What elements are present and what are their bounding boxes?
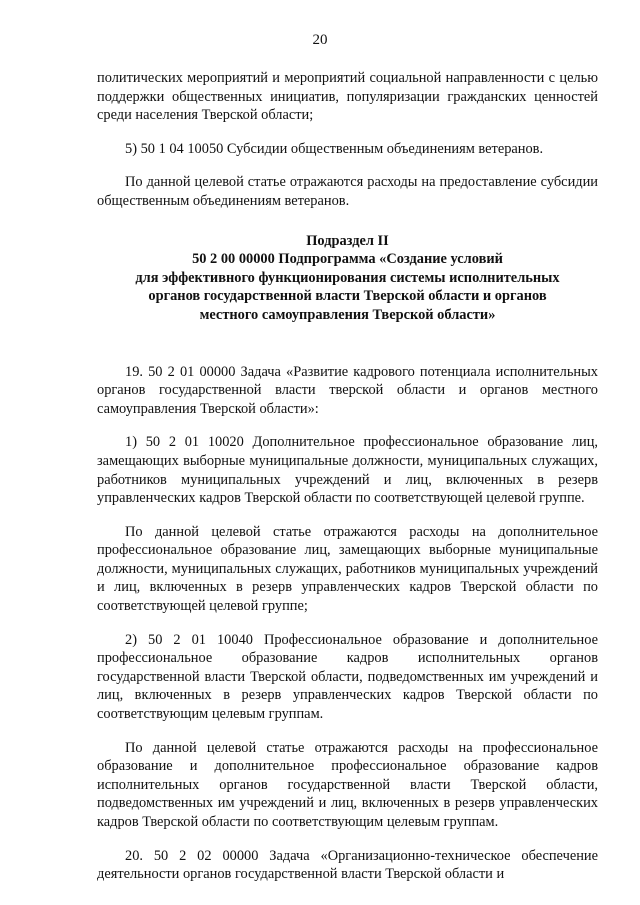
paragraph-continuation: политических мероприятий и мероприятий социальной направленности с целью поддержки общественных инициатив, популяризации гражданских ценностей среди населения Тверской области; — [97, 70, 598, 124]
subsection-heading-line-3: для эффективного функционирования системы исполнительных — [135, 269, 560, 286]
page-number: 20 — [312, 32, 328, 48]
subsection-heading-line-5: местного самоуправления Тверской области» — [199, 306, 496, 323]
task-19-item-1: 1) 50 2 01 10020 Дополнительное профессиональное образование лиц, замещающих выборные муниципальные должности, муниципальных служащих, работников муниципальных учреждений и лиц, включенных в резерв управленческих кадров Тверской области по соответствующей целевой группе. — [97, 434, 598, 507]
subsection-heading-line-1: Подраздел II — [306, 232, 389, 249]
document-body — [97, 69, 598, 884]
task-19-item-2: 2) 50 2 01 10040 Профессиональное образование и дополнительное профессиональное образование кадров исполнительных органов государственной власти Тверской области, подведомственных им учреждений и лиц, включенных в резерв управленческих кадров Тверской области по соответствующим целевым группам. — [97, 631, 598, 723]
task-19-item-1-description: По данной целевой статье отражаются расходы на дополнительное профессиональное образование лиц, замещающих выборные муниципальные должности, муниципальных служащих, работников муниципальных учреждений и лиц, включенных в резерв управленческих кадров Тверской области по соответствующей целевой группе; — [97, 523, 598, 615]
subsection-heading — [97, 232, 598, 325]
task-19: 19. 50 2 01 00000 Задача «Развитие кадрового потенциала исполнительных органов государственной власти тверской области и органов местного самоуправления Тверской области»: — [97, 363, 598, 417]
subsection-heading-line-2: 50 2 00 00000 Подпрограмма «Создание условий — [192, 251, 503, 268]
task-19-item-2-description: По данной целевой статье отражаются расходы на профессиональное образование и дополнительное профессиональное образование кадров исполнительных органов государственной власти Тверской области, подведомственных им учреждений и лиц, включенных в резерв управленческих кадров Тверской области по соответствующим целевым группам. — [97, 739, 598, 830]
subsection-heading-line-4: органов государственной власти Тверской области и органов — [148, 288, 547, 305]
paragraph-item-5: 5) 50 1 04 10050 Субсидии общественным объединениям ветеранов. — [125, 140, 544, 157]
paragraph-item-5-description: По данной целевой статье отражаются расходы на предоставление субсидии общественным объединениям ветеранов. — [97, 174, 598, 209]
task-20: 20. 50 2 02 00000 Задача «Организационно-техническое обеспечение деятельности органов государственной власти Тверской области и — [97, 847, 598, 883]
